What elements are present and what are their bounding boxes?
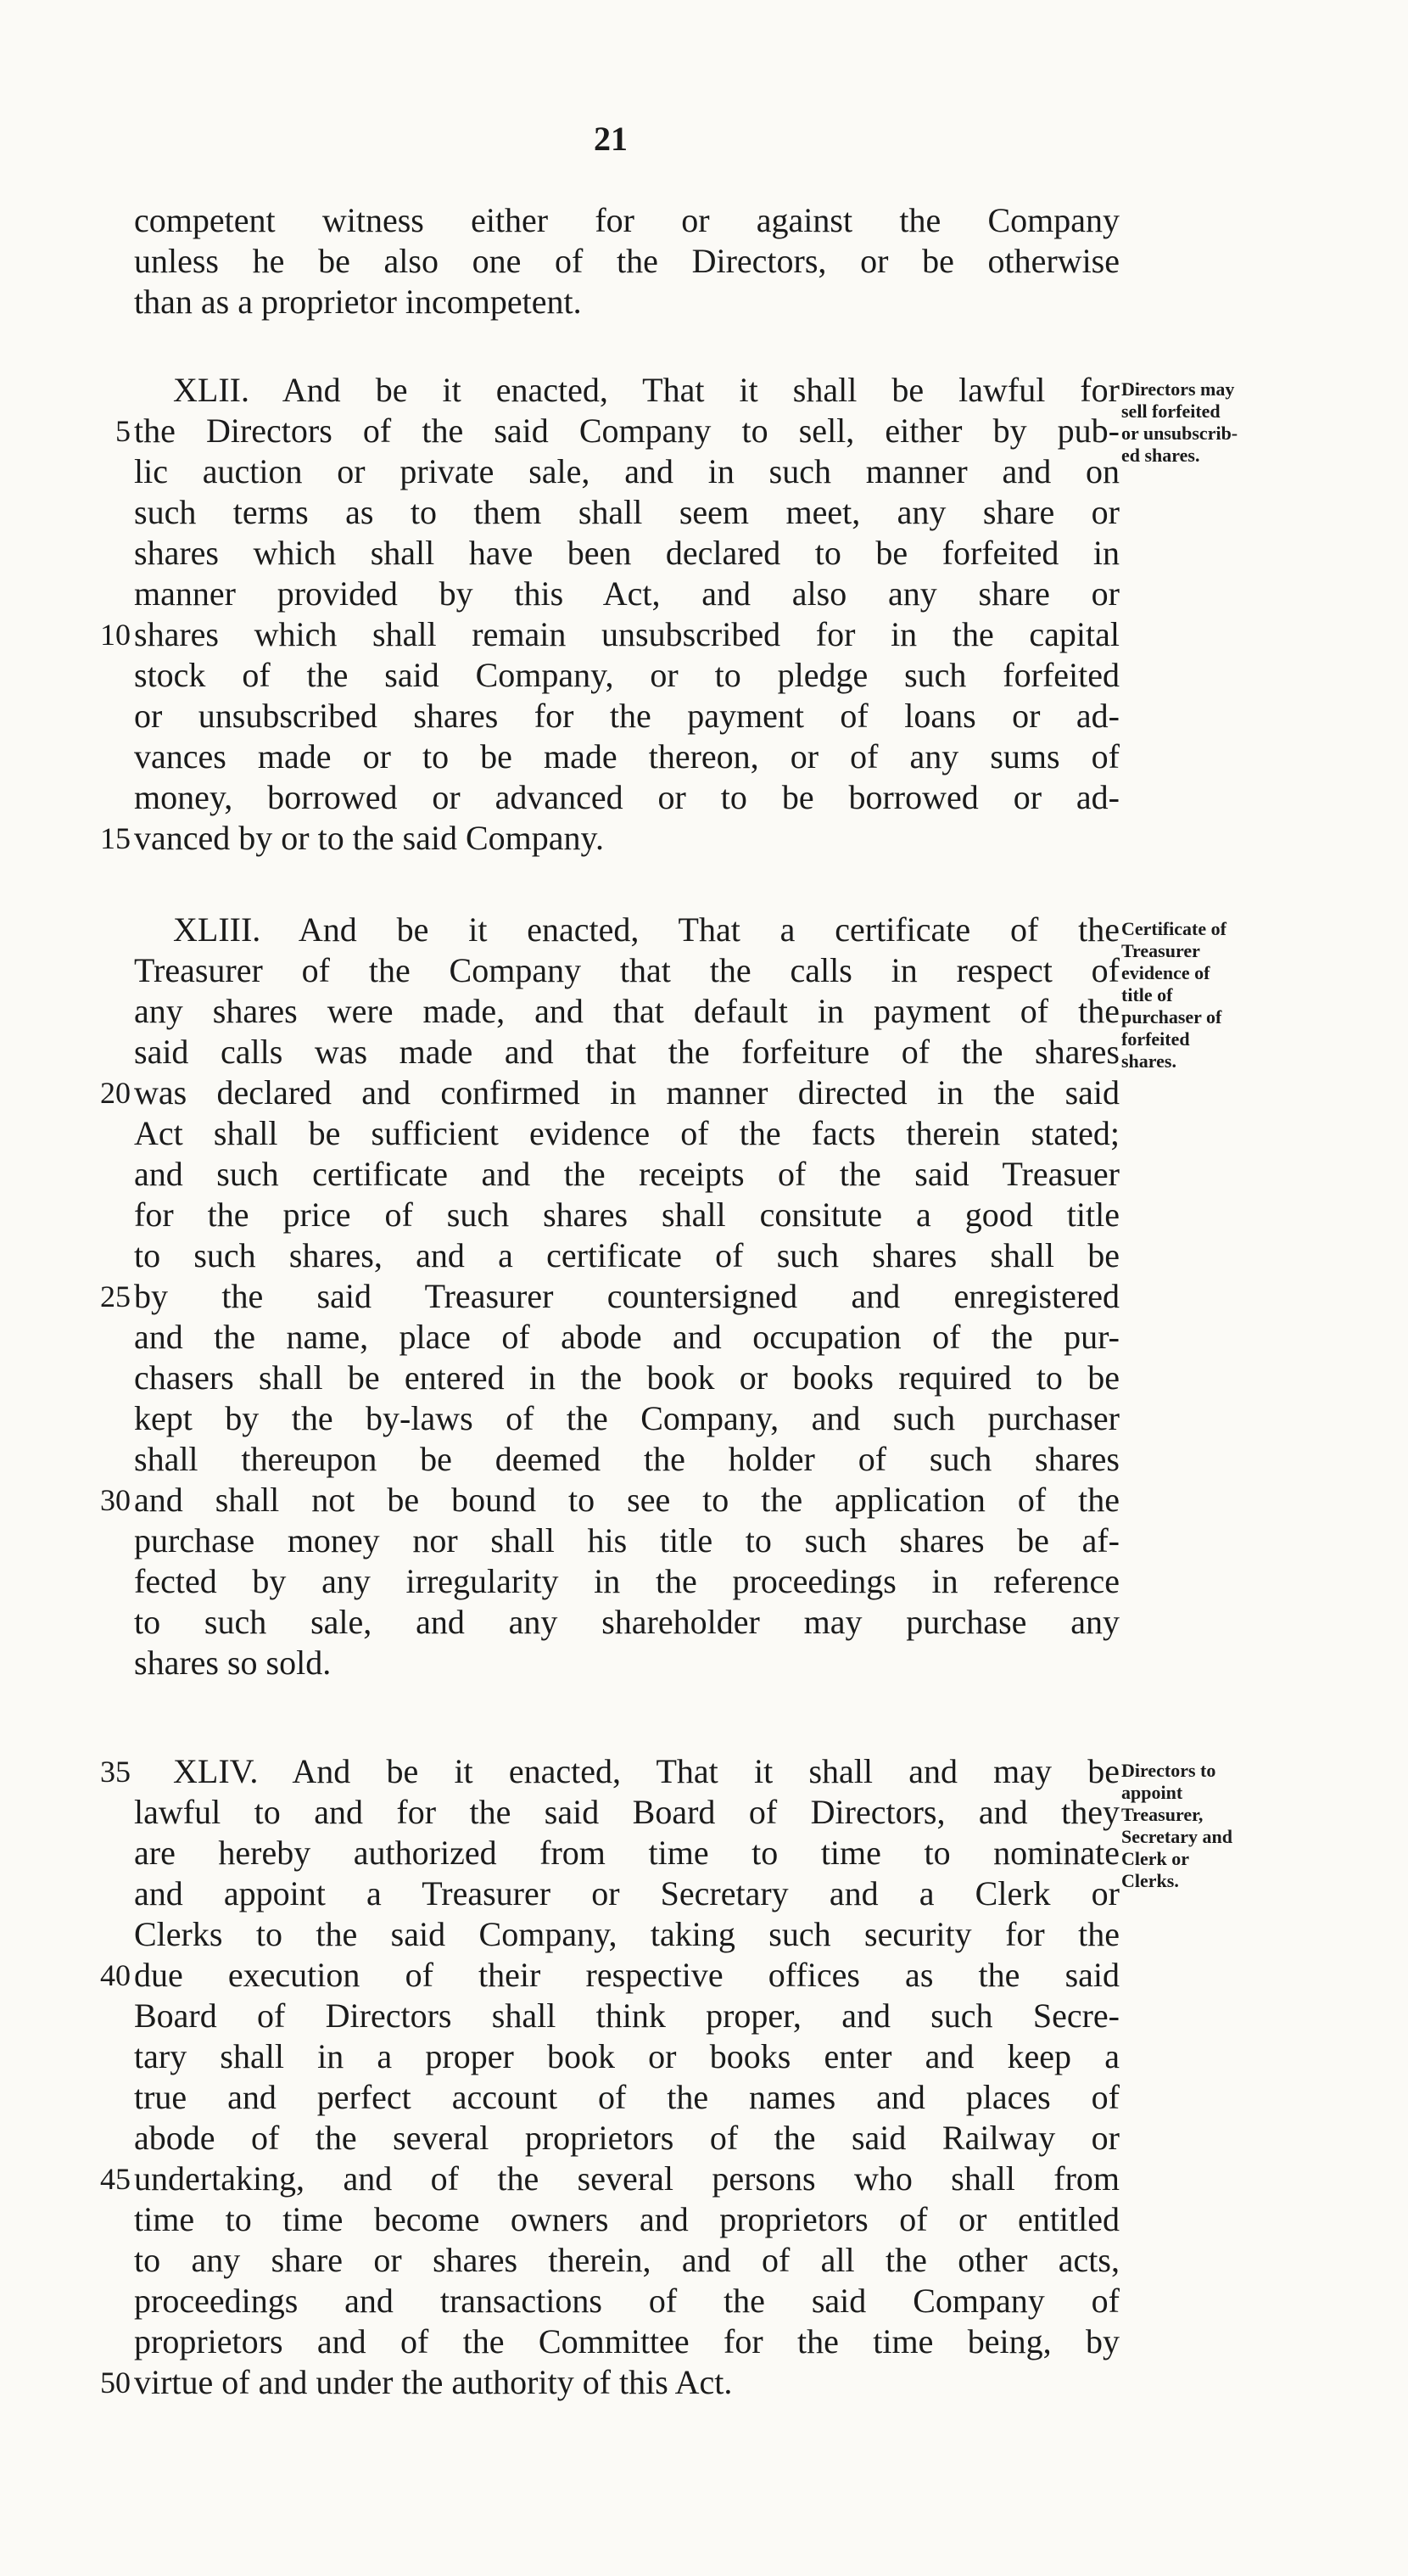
text-line: kept by the by-laws of the Company, and such purchaser xyxy=(134,1399,1120,1437)
text-line: any shares were made, and that default in payment of the xyxy=(134,992,1120,1030)
text-line: for the price of such shares shall consitute a good title xyxy=(134,1196,1120,1234)
text-line: virtue of and under the authority of this Act. xyxy=(134,2363,733,2401)
text-line: and appoint a Treasurer or Secretary and a Clerk or xyxy=(134,1874,1120,1912)
line-number: 35 xyxy=(100,1755,131,1789)
margin-note-line: purchaser of xyxy=(1121,1006,1222,1028)
margin-note-line: sell forfeited xyxy=(1121,400,1221,422)
text-line: true and perfect account of the names and places of xyxy=(134,2078,1120,2116)
text-line: vances made or to be made thereon, or of any sums of xyxy=(134,737,1120,776)
text-line: proceedings and transactions of the said Company of xyxy=(134,2282,1120,2320)
text-line: money, borrowed or advanced or to be borrowed or ad- xyxy=(134,778,1120,816)
margin-note-line: Clerks. xyxy=(1121,1870,1179,1891)
text-line: to such shares, and a certificate of such shares shall be xyxy=(134,1236,1120,1274)
margin-note-appoint-treasurer xyxy=(1121,1760,1316,1892)
section-xlii-heading-line: XLII. And be it enacted, That it shall be lawful for xyxy=(173,371,1120,409)
margin-note-line: evidence of xyxy=(1121,962,1210,983)
text-line: proprietors and of the Committee for the time being, by xyxy=(134,2322,1120,2360)
text-line: than as a proprietor incompetent. xyxy=(134,283,582,321)
text-line: Act shall be sufficient evidence of the facts therein stated; xyxy=(134,1114,1120,1152)
section-xliii-heading-line: XLIII. And be it enacted, That a certificate of the xyxy=(173,910,1120,949)
text-line: said calls was made and that the forfeiture of the shares xyxy=(134,1033,1120,1071)
margin-note-line: shares. xyxy=(1121,1050,1176,1072)
margin-note-line: forfeited xyxy=(1121,1028,1190,1050)
text-line: fected by any irregularity in the proceedings in reference xyxy=(134,1562,1120,1600)
margin-note-line: Treasurer, xyxy=(1121,1804,1204,1825)
text-line: Treasurer of the Company that the calls in respect of xyxy=(134,951,1120,989)
margin-note-line: Directors to xyxy=(1121,1760,1216,1781)
line-number: 20 xyxy=(100,1076,131,1110)
text-line: manner provided by this Act, and also any share or xyxy=(134,574,1120,613)
line-number: 45 xyxy=(100,2162,131,2196)
line-number: 15 xyxy=(100,821,131,855)
text-line: lawful to and for the said Board of Directors, and they xyxy=(134,1793,1120,1831)
text-line: vanced by or to the said Company. xyxy=(134,819,604,857)
text-line: abode of the several proprietors of the said Railway or xyxy=(134,2119,1120,2157)
text-line: shall thereupon be deemed the holder of such shares xyxy=(134,1440,1120,1478)
line-number: 50 xyxy=(100,2366,131,2400)
text-line: unless he be also one of the Directors, or be otherwise xyxy=(134,242,1120,280)
text-line: the Directors of the said Company to sell, either by pub- xyxy=(134,412,1120,450)
text-line: Clerks to the said Company, taking such security for the xyxy=(134,1915,1120,1953)
margin-note-sell-forfeited-shares xyxy=(1121,378,1316,467)
text-line: purchase money nor shall his title to such shares be af- xyxy=(134,1521,1120,1560)
text-line: undertaking, and of the several persons who shall from xyxy=(134,2159,1120,2198)
line-number: 5 xyxy=(115,414,131,448)
line-number: 10 xyxy=(100,618,131,652)
page-number: 21 xyxy=(594,120,628,158)
section-xliv-heading-line: XLIV. And be it enacted, That it shall and may be xyxy=(173,1752,1120,1790)
margin-note-line: Treasurer xyxy=(1121,940,1200,961)
text-line: Board of Directors shall think proper, and such Secre- xyxy=(134,1996,1120,2035)
text-line: stock of the said Company, or to pledge such forfeited xyxy=(134,656,1120,694)
text-line: shares so sold. xyxy=(134,1644,332,1682)
margin-note-line: or unsubscrib- xyxy=(1121,423,1238,444)
text-line: and shall not be bound to see to the application of the xyxy=(134,1481,1120,1519)
text-line: lic auction or private sale, and in such manner and on xyxy=(134,452,1120,490)
line-number: 40 xyxy=(100,1958,131,1992)
text-line: are hereby authorized from time to time to nominate xyxy=(134,1834,1120,1872)
margin-note-line: Secretary and xyxy=(1121,1826,1232,1847)
text-line: was declared and confirmed in manner directed in the said xyxy=(134,1073,1120,1112)
margin-note-line: appoint xyxy=(1121,1782,1183,1803)
text-line: and the name, place of abode and occupation of the pur- xyxy=(134,1318,1120,1356)
text-line: to such sale, and any shareholder may purchase any xyxy=(134,1603,1120,1641)
margin-note-line: Directors may xyxy=(1121,378,1235,400)
text-line: or unsubscribed shares for the payment of loans or ad- xyxy=(134,697,1120,735)
text-line: such terms as to them shall seem meet, any share or xyxy=(134,493,1120,531)
margin-note-certificate-of-treasurer xyxy=(1121,918,1316,1072)
text-line: time to time become owners and proprietors of or entitled xyxy=(134,2200,1120,2238)
text-line: to any share or shares therein, and of all the other acts, xyxy=(134,2241,1120,2279)
text-line: shares which shall have been declared to be forfeited in xyxy=(134,534,1120,572)
text-line: shares which shall remain unsubscribed for in the capital xyxy=(134,615,1120,653)
text-line: and such certificate and the receipts of the said Treasuer xyxy=(134,1155,1120,1193)
margin-note-line: title of xyxy=(1121,984,1173,1005)
margin-note-line: Clerk or xyxy=(1121,1848,1190,1869)
text-line: by the said Treasurer countersigned and enregistered xyxy=(134,1277,1120,1315)
line-number: 30 xyxy=(100,1483,131,1517)
margin-note-line: ed shares. xyxy=(1121,445,1200,466)
line-number: 25 xyxy=(100,1280,131,1313)
text-line: due execution of their respective offices as the said xyxy=(134,1956,1120,1994)
text-line: tary shall in a proper book or books enter and keep a xyxy=(134,2037,1120,2075)
margin-note-line: Certificate of xyxy=(1121,918,1226,939)
text-line: competent witness either for or against the Company xyxy=(134,201,1120,239)
text-line: chasers shall be entered in the book or books required to be xyxy=(134,1358,1120,1397)
